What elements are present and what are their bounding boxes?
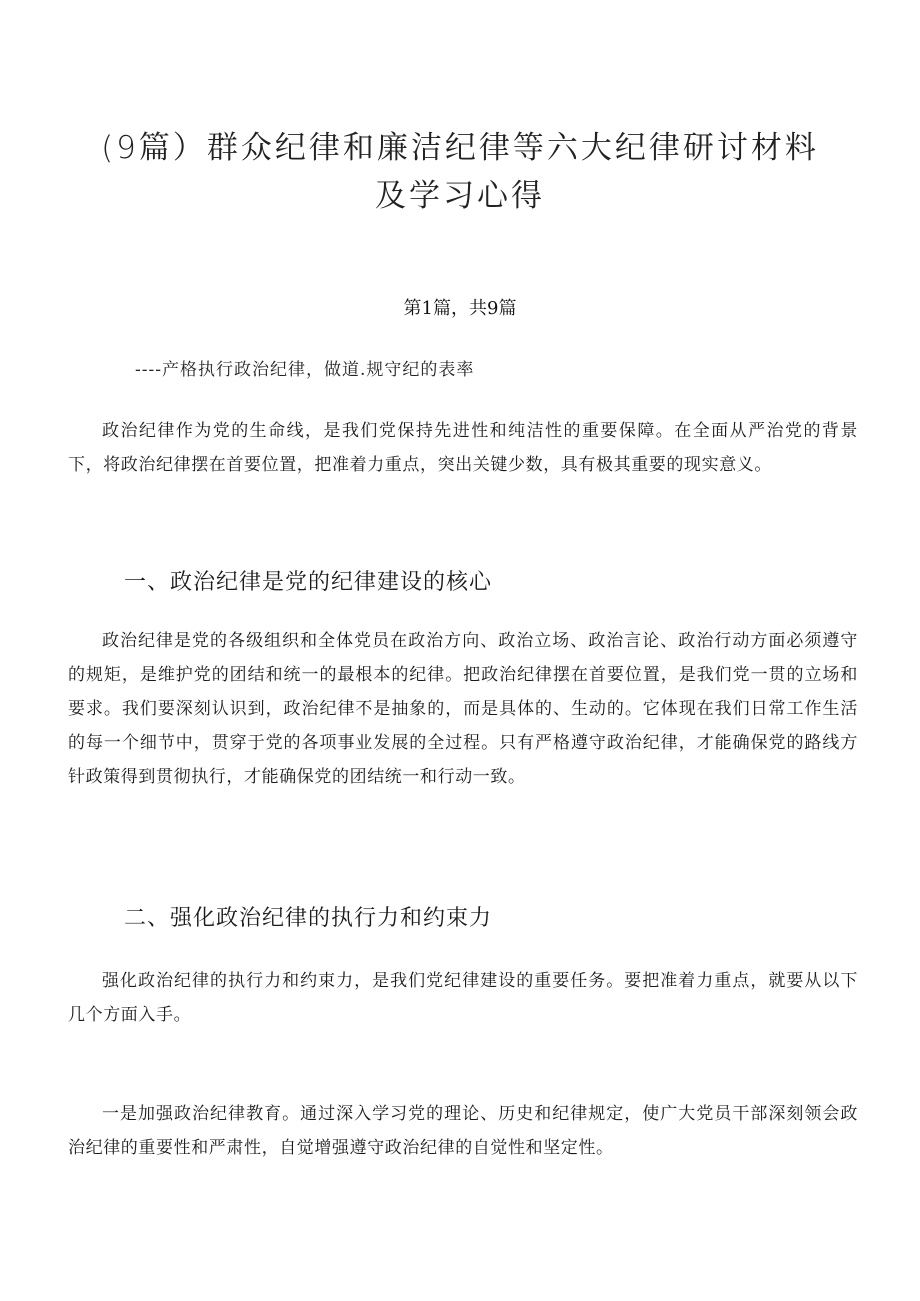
- article-subtitle: ----产格执行政治纪律，做道.规守纪的表率: [135, 360, 475, 380]
- section-heading-2: 二、强化政治纪律的执行力和约束力: [124, 906, 493, 931]
- part-label: 第1篇，共9篇: [403, 298, 517, 319]
- point-1-paragraph: 一是加强政治纪律教育。通过深入学习党的理论、历史和纪律规定，使广大党员干部深刻领会政治纪律的重要性和严肃性，自觉增强遵守政治纪律的自觉性和坚定性。: [68, 1104, 858, 1158]
- section-2-paragraph: 强化政治纪律的执行力和约束力，是我们党纪律建设的重要任务。要把准着力重点，就要从以下几个方面入手。: [68, 971, 858, 1025]
- section-heading-1: 一、政治纪律是党的纪律建设的核心: [124, 570, 493, 595]
- section-1-paragraph: 政治纪律是党的各级组织和全体党员在政治方向、政治立场、政治言论、政治行动方面必须遵守的规矩，是维护党的团结和统一的最根本的纪律。把政治纪律摆在首要位置，是我们党一贯的立场和要求。我们要深刻认识到，政治纪律不是抽象的，而是具体的、生动的。它体现在我们日常工作生活的每一个细节中，贯穿于党的各项事业发展的全过程。只有严格遵守政治纪律，才能确保党的路线方针政策得到贯彻执行，才能确保党的团结统一和行动一致。: [68, 631, 858, 787]
- document-title-line-2: 及学习心得: [375, 178, 545, 214]
- document-title-line-1: (9篇）群众纪律和廉洁纪律等六大纪律研讨材料: [101, 130, 819, 166]
- intro-paragraph: 政治纪律作为党的生命线，是我们党保持先进性和纯洁性的重要保障。在全面从严治党的背景下，将政治纪律摆在首要位置，把准着力重点，突出关键少数，具有极其重要的现实意义。: [68, 421, 858, 475]
